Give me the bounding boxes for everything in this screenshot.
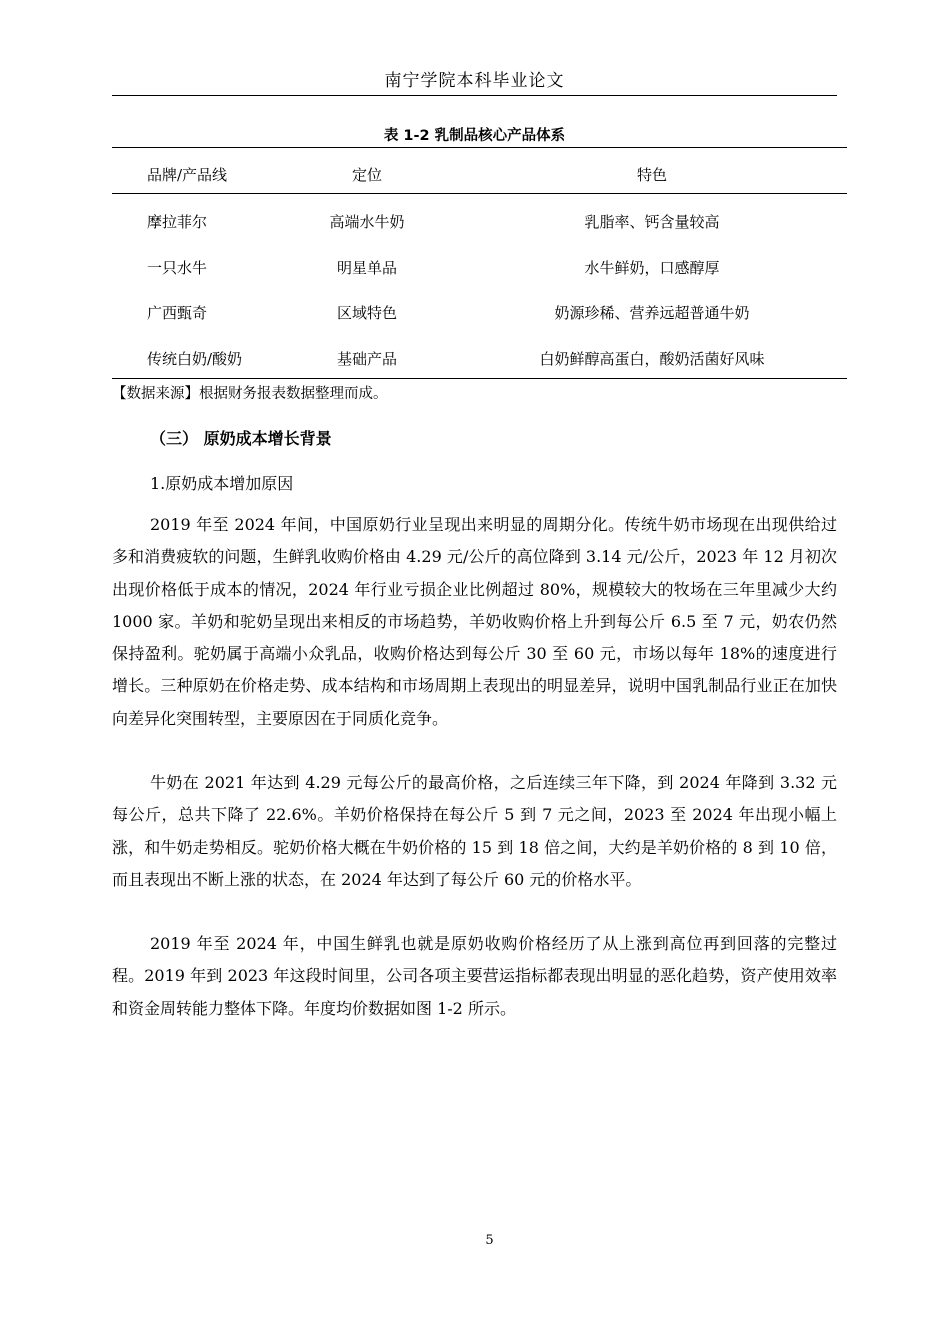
header-rule (112, 95, 837, 96)
table-cell: 基础产品 (336, 350, 397, 368)
section-heading: （三） 原奶成本增长背景 (150, 429, 332, 448)
table-header-position: 定位 (351, 166, 382, 184)
table-source-note: 【数据来源】根据财务报表数据整理而成。 (112, 386, 388, 402)
table-cell: 传统白奶/酸奶 (147, 350, 243, 368)
body-paragraph: 2019 年至 2024 年，中国生鲜乳也就是原奶收购价格经历了从上涨到高位再到回落的完整过程。2019 年到 2023 年这段时间里，公司各项主要营运指标都表现出明显的恶化趋势，资产使用效率和资金周转能力整体下降。年度均价数据如图 1-2 所示。 (112, 934, 837, 1018)
table-header-feature: 特色 (636, 166, 667, 184)
table-cell: 乳脂率、钙含量较高 (584, 213, 720, 231)
table-cell: 明星单品 (336, 259, 397, 277)
table-cell: 高端水牛奶 (329, 213, 405, 231)
table-cell: 奶源珍稀、营养远超普通牛奶 (554, 304, 750, 322)
table-cell: 一只水牛 (147, 259, 208, 277)
subsection-heading: 1.原奶成本增加原因 (150, 474, 294, 493)
table-header-rule (112, 193, 847, 194)
table-cell: 摩拉菲尔 (147, 213, 208, 231)
table-top-rule (112, 147, 847, 148)
body-paragraph: 2019 年至 2024 年间，中国原奶行业呈现出来明显的周期分化。传统牛奶市场现在出现供给过多和消费疲软的问题，生鲜乳收购价格由 4.29 元/公斤的高位降到 3.14 元/公斤，2023 年 12 月初次出现价格低于成本的情况，2024 年行业亏损企业比例超过 80%，规模较大的牧场在三年里减少大约 1000 家。羊奶和驼奶呈现出来相反的市场趋势，羊奶收购价格上升到每公斤 6.5 至 7 元，奶农仍然保持盈利。驼奶属于高端小众乳品，收购价格达到每公斤 30 至 60 元，市场以每年 18%的速度进行增长。三种原奶在价格走势、成本结构和市场周期上表现出的明显差异，说明中国乳制品行业正在加快向差异化突围转型，主要原因在于同质化竞争。 (112, 515, 837, 728)
table-header-brand: 品牌/产品线 (147, 166, 228, 184)
table-cell: 区域特色 (336, 304, 397, 322)
table-cell: 水牛鲜奶，口感醇厚 (584, 259, 720, 277)
table-cell: 广西甄奇 (147, 304, 208, 322)
table-bottom-rule (112, 378, 847, 379)
page-number: 5 (485, 1233, 494, 1248)
body-paragraph: 牛奶在 2021 年达到 4.29 元每公斤的最高价格，之后连续三年下降，到 2024 年降到 3.32 元每公斤，总共下降了 22.6%。羊奶价格保持在每公斤 5 到 7 元之间，2023 至 2024 年出现小幅上涨，和牛奶走势相反。驼奶价格大概在牛奶价格的 15 到 18 倍之间，大约是羊奶价格的 8 到 10 倍，而且表现出不断上涨的状态，在 2024 年达到了每公斤 60 元的价格水平。 (112, 773, 837, 889)
running-header: 南宁学院本科毕业论文 (384, 71, 565, 91)
table-cell: 白奶鲜醇高蛋白，酸奶活菌好风味 (539, 350, 765, 368)
table-caption: 表 1-2 乳制品核心产品体系 (383, 128, 566, 144)
